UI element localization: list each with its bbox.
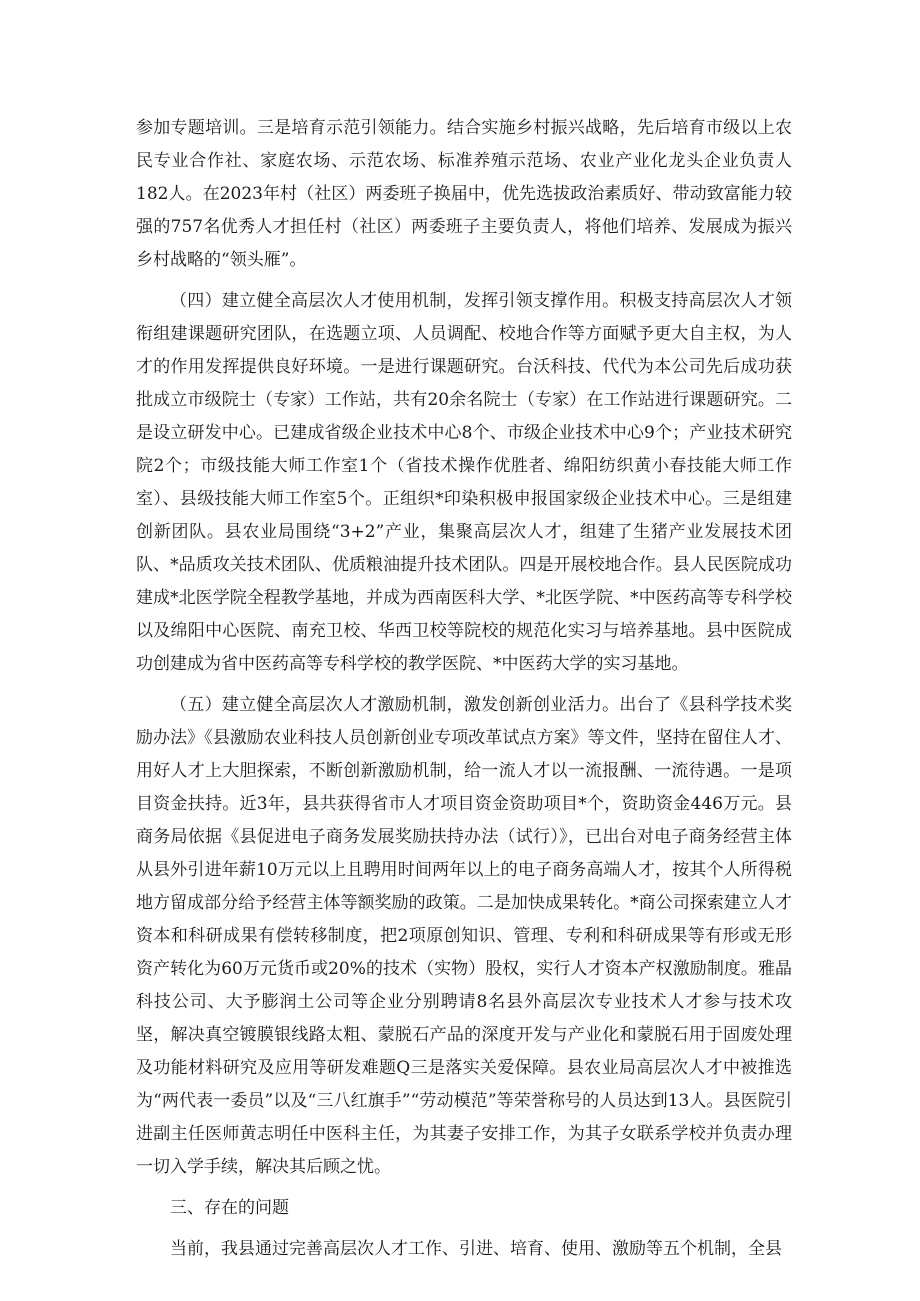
paragraph-gap	[136, 1184, 792, 1192]
paragraph-gap	[136, 681, 792, 689]
paragraph-gap	[136, 1225, 792, 1233]
paragraph-talent-cultivation: 参加专题培训。三是培育示范引领能力。结合实施乡村振兴战略，先后培育市级以上农民专业合作社、家庭农场、示范农场、标准养殖示范场、农业产业化龙头企业负责人182人。在2023年村（社区）两委班子换届中，优先选拔政治素质好、带动致富能力较强的757名优秀人才担任村（社区）两委班子主要负责人，将他们培养、发展成为振兴乡村战略的“领头雁”。	[136, 118, 792, 270]
paragraph-gap	[136, 277, 792, 285]
document-body	[136, 112, 792, 1266]
section-heading-problems: 三、存在的问题	[170, 1198, 289, 1218]
paragraph-current-status: 当前，我县通过完善高层次人才工作、引进、培育、使用、激励等五个机制，全县	[170, 1239, 782, 1259]
paragraph-talent-usage: （四）建立健全高层次人才使用机制，发挥引领支撑作用。积极支持高层次人才领衔组建课题研究团队，在选题立项、人员调配、校地合作等方面赋予更大自主权，为人才的作用发挥提供良好环境。一是进行课题研究。台沃科技、代代为本公司先后成功获批成立市级院士（专家）工作站，共有20余名院士（专家）在工作站进行课题研究。二是设立研发中心。已建成省级企业技术中心8个、市级企业技术中心9个；产业技术研究院2个；市级技能大师工作室1个（省技术操作优胜者、绵阳纺织黄小春技能大师工作室）、县级技能大师工作室5个。正组织*印染积极申报国家级企业技术中心。三是组建创新团队。县农业局围绕“3+2”产业，集聚高层次人才，组建了生猪产业发展技术团队、*品质攻关技术团队、优质粮油提升技术团队。四是开展校地合作。县人民医院成功建成*北医学院全程教学基地，并成为西南医科大学、*北医学院、*中医药高等专科学校以及绵阳中心医院、南充卫校、华西卫校等院校的规范化实习与培养基地。县中医院成功创建成为省中医药高等专科学校的教学医院、*中医药大学的实习基地。	[136, 291, 792, 674]
paragraph-talent-incentive: （五）建立健全高层次人才激励机制，激发创新创业活力。出台了《县科学技术奖励办法》《县激励农业科技人员创新创业专项改革试点方案》等文件，坚持在留住人才、用好人才上大胆探索，不断创新激励机制，给一流人才以一流报酬、一流待遇。一是项目资金扶持。近3年，县共获得省市人才项目资金资助项目*个，资助资金446万元。县商务局依据《县促进电子商务发展奖励扶持办法（试行）》，已出台对电子商务经营主体从县外引进年薪10万元以上且聘用时间两年以上的电子商务高端人才，按其个人所得税地方留成部分给予经营主体等额奖励的政策。二是加快成果转化。*商公司探索建立人才资本和科研成果有偿转移制度，把2项原创知识、管理、专利和科研成果等有形或无形资产转化为60万元货币或20%的技术（实物）股权，实行人才资本产权激励制度。雅晶科技公司、大予膨润土公司等企业分别聘请8名县外高层次专业技术人才参与技术攻坚，解决真空镀膜银线路太粗、蒙脱石产品的深度开发与产业化和蒙脱石用于固废处理及功能材料研究及应用等研发难题Q三是落实关爱保障。县农业局高层次人才中被推选为“两代表一委员”以及“三八红旗手”“劳动模范”等荣誉称号的人员达到13人。县医院引进副主任医师黄志明任中医科主任，为其妻子安排工作，为其子女联系学校并负责办理一切入学手续，解决其后顾之忧。	[136, 695, 792, 1177]
